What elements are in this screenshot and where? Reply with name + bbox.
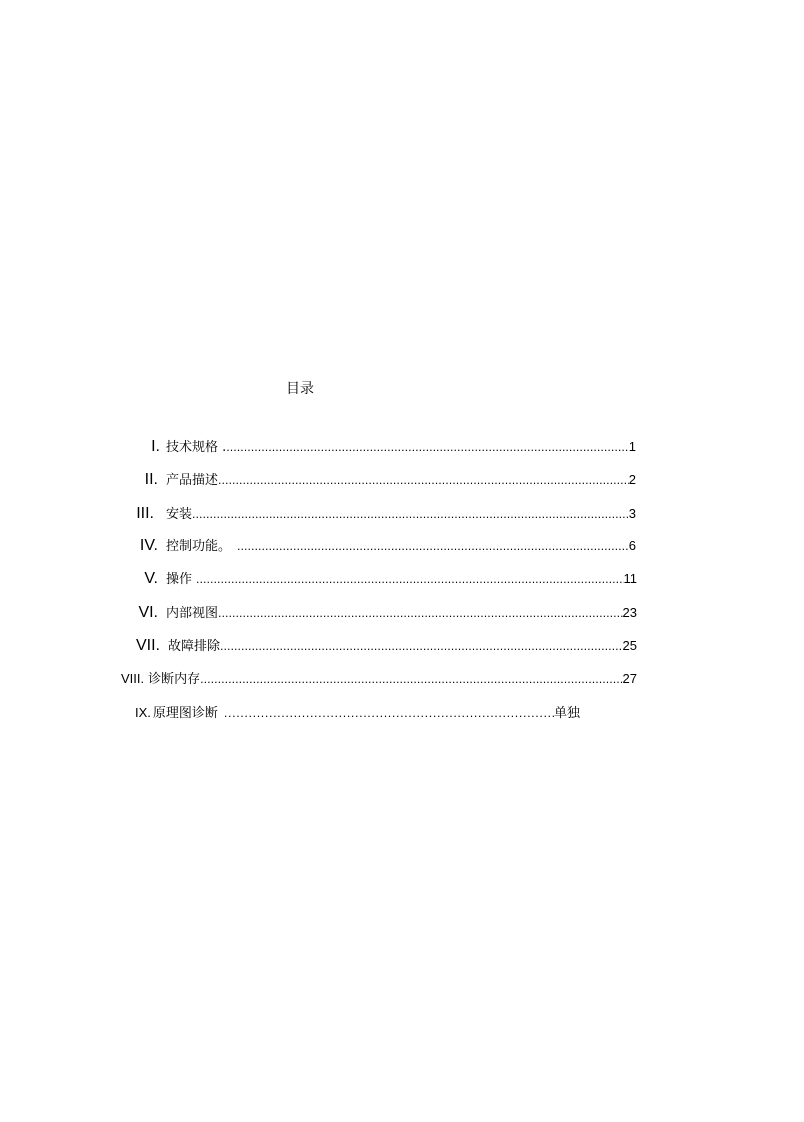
toc-leader [237,537,629,557]
toc-page-number: 单独 [553,705,580,720]
toc-numeral: II. [144,471,158,488]
toc-entry [140,437,636,457]
toc-label: 内部视图 [166,606,219,621]
toc-entry [130,536,636,556]
toc-entry [130,504,636,524]
toc-leader [226,438,629,458]
toc-page-number: 3 [628,506,636,521]
toc-numeral: III. [136,505,154,522]
toc-label: 操作 [166,572,193,587]
toc-leader [218,604,623,624]
toc-numeral: VIII. [121,671,145,686]
toc-numeral: IV. [139,537,158,554]
toc-numeral: IX. [135,705,151,720]
toc-label: 故障排除 [168,639,221,654]
toc-page-number: 2 [628,472,636,487]
toc-leader [224,704,554,724]
toc-leader [196,570,623,590]
toc-leader [192,505,629,525]
toc-page-number: 27 [622,671,637,686]
toc-label: 控制功能。 [166,539,232,554]
toc-entry [124,636,637,656]
toc-label: 安装 [166,507,193,522]
toc-page-number: 11 [623,571,637,586]
toc-numeral: V. [144,570,158,587]
toc-leader [200,670,622,690]
toc-page-number: 25 [622,638,637,653]
toc-entry [134,569,637,589]
toc-numeral: VI. [138,604,158,621]
toc-label: 技术规格 . [166,440,227,455]
toc-leader [218,471,629,491]
toc-numeral: I. [151,438,160,455]
toc-entry [135,703,580,723]
toc-numeral: VII. [135,637,160,654]
toc-label: 产品描述 [166,473,219,488]
toc-label: 原理图诊断 [152,706,218,721]
toc-entry [134,470,636,490]
toc-page-number: 6 [628,538,636,553]
toc-title: 目录 [286,381,314,397]
toc-leader [220,637,623,657]
toc-page-number: 1 [628,439,636,454]
toc-page-number: 23 [622,605,637,620]
toc-entry [121,669,637,689]
toc-entry [128,603,637,623]
toc-label: 诊断内存 [148,672,201,687]
